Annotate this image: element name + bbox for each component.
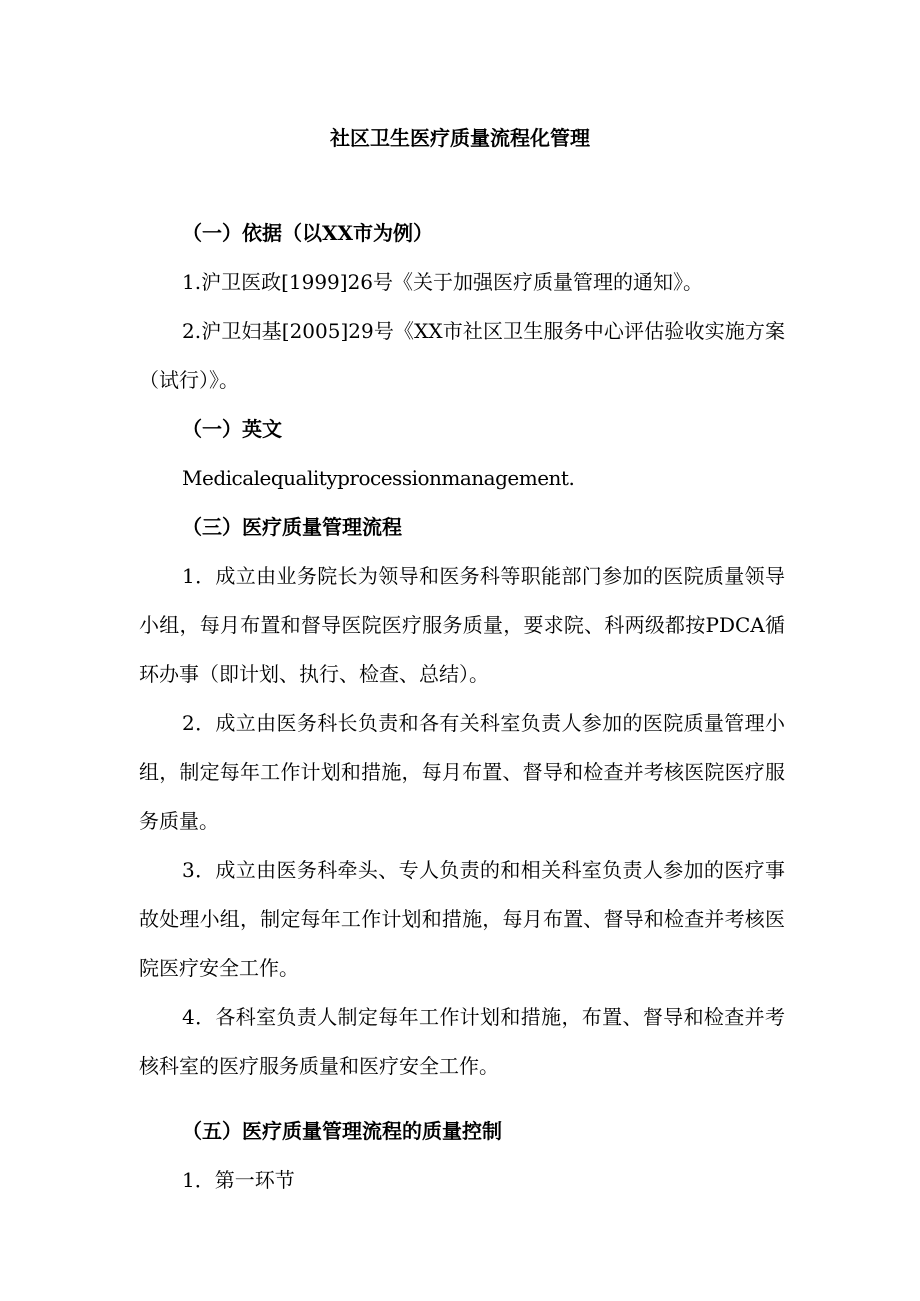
paragraph-process-1: 1．成立由业务院长为领导和医务科等职能部门参加的医院质量领导小组，每月布置和督导医院医疗服务质量，要求院、科两级都按PDCA循环办事（即计划、执行、检查、总结）。 — [139, 564, 785, 686]
paragraph-process-2: 2．成立由医务科长负责和各有关科室负责人参加的医院质量管理小组，制定每年工作计划和措施，每月布置、督导和检查并考核医院医疗服务质量。 — [139, 711, 785, 833]
paragraph-control-heading: （五）医疗质量管理流程的质量控制 — [182, 1119, 502, 1143]
paragraph-basis-1: 1.沪卫医政[1999]26号《关于加强医疗质量管理的通知》。 — [182, 270, 704, 294]
paragraph-basis-heading: （一）依据（以XX市为例） — [182, 221, 434, 245]
paragraph-english-heading: （一）英文 — [182, 417, 282, 441]
paragraph-process-heading: （三）医疗质量管理流程 — [182, 515, 402, 539]
paragraph-process-4: 4．各科室负责人制定每年工作计划和措施，布置、督导和检查并考核科室的医疗服务质量和医疗安全工作。 — [139, 1005, 785, 1078]
paragraph-control-1: 1．第一环节 — [182, 1168, 295, 1192]
paragraph-english-text: Medicalequalityprocessionmanagement. — [182, 466, 575, 490]
paragraph-process-3: 3．成立由医务科牵头、专人负责的和相关科室负责人参加的医疗事故处理小组，制定每年工作计划和措施，每月布置、督导和检查并考核医院医疗安全工作。 — [139, 858, 785, 980]
paragraph-basis-2: 2.沪卫妇基[2005]29号《XX市社区卫生服务中心评估验收实施方案（试行）》。 — [139, 319, 785, 392]
document-body — [139, 209, 785, 1205]
document-title: 社区卫生医疗质量流程化管理 — [330, 126, 590, 150]
